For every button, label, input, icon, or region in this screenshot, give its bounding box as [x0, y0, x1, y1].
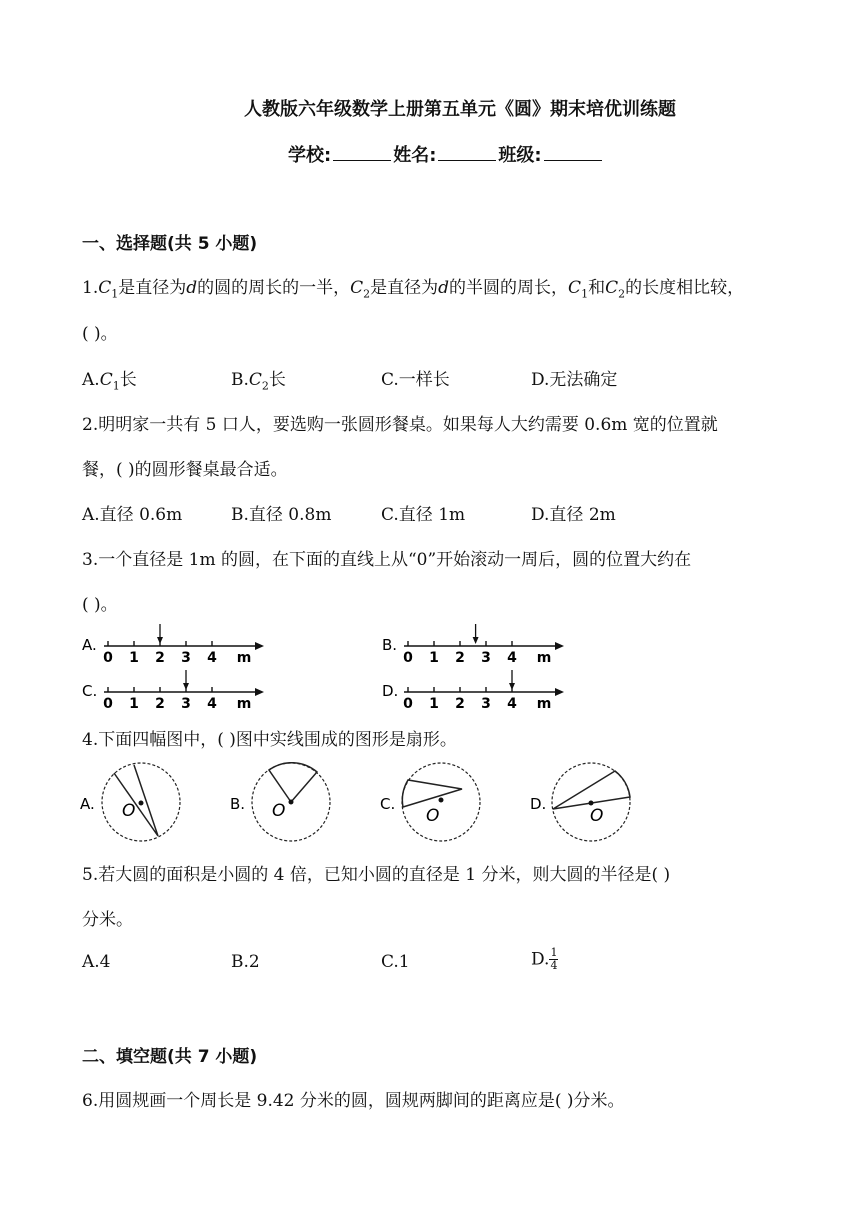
option-label: B.	[382, 636, 398, 654]
question-2-line-2: 餐，( )的圆形餐桌最合适。	[82, 460, 288, 480]
tick-label: 4	[207, 650, 217, 666]
option-label: C.	[82, 682, 98, 700]
q5-option-a: A.4	[82, 952, 111, 972]
number-line-figures	[78, 620, 578, 715]
q1-option-c: C.一样长	[381, 370, 450, 390]
tick-label: 2	[455, 696, 465, 712]
center-label: O	[590, 806, 604, 826]
question-5-line-2: 分米。	[82, 910, 133, 930]
q5-option-d: D. $\frac{1}{4}$	[531, 946, 558, 972]
tick-label: 4	[507, 650, 517, 666]
solid-lines	[114, 765, 158, 836]
solid-sector	[269, 763, 317, 802]
tick-label: 4	[207, 696, 217, 712]
question-4-line-1: 4.下面四幅图中，( )图中实线围成的图形是扇形。	[82, 730, 457, 750]
sector-figure-b	[230, 763, 330, 841]
tick-label: 0	[103, 650, 113, 666]
class-label: 班级:	[498, 145, 542, 166]
tick-label: 4	[507, 696, 517, 712]
tick-label: 1	[129, 696, 139, 712]
number-line-c	[82, 670, 264, 712]
axis-arrowhead	[255, 688, 264, 696]
section-title: 二、填空题(共 7 小题)	[82, 1047, 258, 1067]
unit-label: m	[536, 650, 552, 666]
q5-option-b: B.2	[231, 952, 260, 972]
question-6-line-1: 6.用圆规画一个周长是 9.42 分米的圆，圆规两脚间的距离应是( )分米。	[82, 1091, 625, 1111]
page-title: 人教版六年级数学上册第五单元《圆》期末培优训练题	[244, 99, 676, 120]
tick-label: 0	[403, 650, 413, 666]
number-line-b	[382, 624, 564, 666]
position-arrowhead	[183, 683, 189, 690]
unit-label: m	[236, 696, 252, 712]
center-dot	[439, 798, 444, 803]
sector-figure-c	[380, 763, 480, 841]
tick-label: 3	[481, 650, 491, 666]
q4-option-b-label: B.	[230, 795, 246, 813]
school-blank	[333, 159, 391, 161]
name-label: 姓名:	[393, 145, 437, 166]
position-arrowhead	[157, 637, 163, 644]
q1-option-d: D.无法确定	[531, 370, 618, 390]
section-title: 一、选择题(共 5 小题)	[82, 234, 258, 254]
q2-option-a: A.直径 0.6m	[82, 505, 183, 525]
class-blank	[544, 159, 602, 161]
position-arrowhead	[473, 637, 479, 644]
center-dot	[589, 801, 594, 806]
name-blank	[438, 159, 496, 161]
center-label: O	[272, 801, 286, 821]
q2-option-d: D.直径 2m	[531, 505, 616, 525]
question-3-line-2: ( )。	[82, 595, 118, 615]
question-3-line-1: 3.一个直径是 1m 的圆，在下面的直线上从“0”开始滚动一周后，圆的位置大约在	[82, 550, 692, 570]
tick-label: 1	[429, 696, 439, 712]
q1-option-b: $B.C_2$长	[231, 370, 286, 393]
q5-option-c: C.1	[381, 952, 410, 972]
solid-shape	[402, 780, 462, 807]
position-arrowhead	[509, 683, 515, 690]
sector-figures	[78, 762, 658, 844]
q1-option-a: $A.C_1$长	[82, 370, 137, 393]
question-2-line-1: 2.明明家一共有 5 口人，要选购一张圆形餐桌。如果每人大约需要 0.6m 宽的位置就	[82, 415, 718, 435]
tick-label: 2	[455, 650, 465, 666]
tick-label: 0	[403, 696, 413, 712]
tick-label: 3	[481, 696, 491, 712]
tick-label: 2	[155, 650, 165, 666]
tick-label: 1	[429, 650, 439, 666]
q4-option-a-label: A.	[80, 795, 95, 813]
school-label: 学校:	[288, 145, 332, 166]
info-line	[288, 141, 604, 167]
unit-label: m	[536, 696, 552, 712]
q4-option-c-label: C.	[380, 795, 396, 813]
axis-arrowhead	[255, 642, 264, 650]
number-line-d	[382, 670, 564, 712]
sector-figure-d	[530, 763, 630, 841]
option-label: A.	[82, 636, 97, 654]
center-label: O	[426, 806, 440, 826]
option-label: D.	[382, 682, 399, 700]
question-5-line-1: 5.若大圆的面积是小圆的 4 倍，已知小圆的直径是 1 分米，则大圆的半径是( )	[82, 865, 671, 885]
tick-label: 3	[181, 650, 191, 666]
tick-label: 0	[103, 696, 113, 712]
axis-arrowhead	[555, 642, 564, 650]
fraction: $\frac{1}{4}$	[550, 946, 558, 972]
axis-arrowhead	[555, 688, 564, 696]
question-1-line-1: $1.C_1$是直径为d的圆的周长的一半，$C_2$是直径为d的半圆的周长，$C_1$和$C_2$的长度相比较，	[82, 278, 745, 301]
tick-label: 3	[181, 696, 191, 712]
number-line-a	[82, 624, 264, 666]
q2-option-c: C.直径 1m	[381, 505, 466, 525]
question-1-line-2: ( )。	[82, 324, 118, 344]
q4-option-d-label: D.	[530, 795, 547, 813]
center-label: O	[122, 801, 136, 821]
unit-label: m	[236, 650, 252, 666]
tick-label: 1	[129, 650, 139, 666]
center-dot	[289, 800, 294, 805]
sector-figure-a	[80, 763, 180, 841]
q2-option-b: B.直径 0.8m	[231, 505, 332, 525]
center-dot	[139, 801, 144, 806]
tick-label: 2	[155, 696, 165, 712]
